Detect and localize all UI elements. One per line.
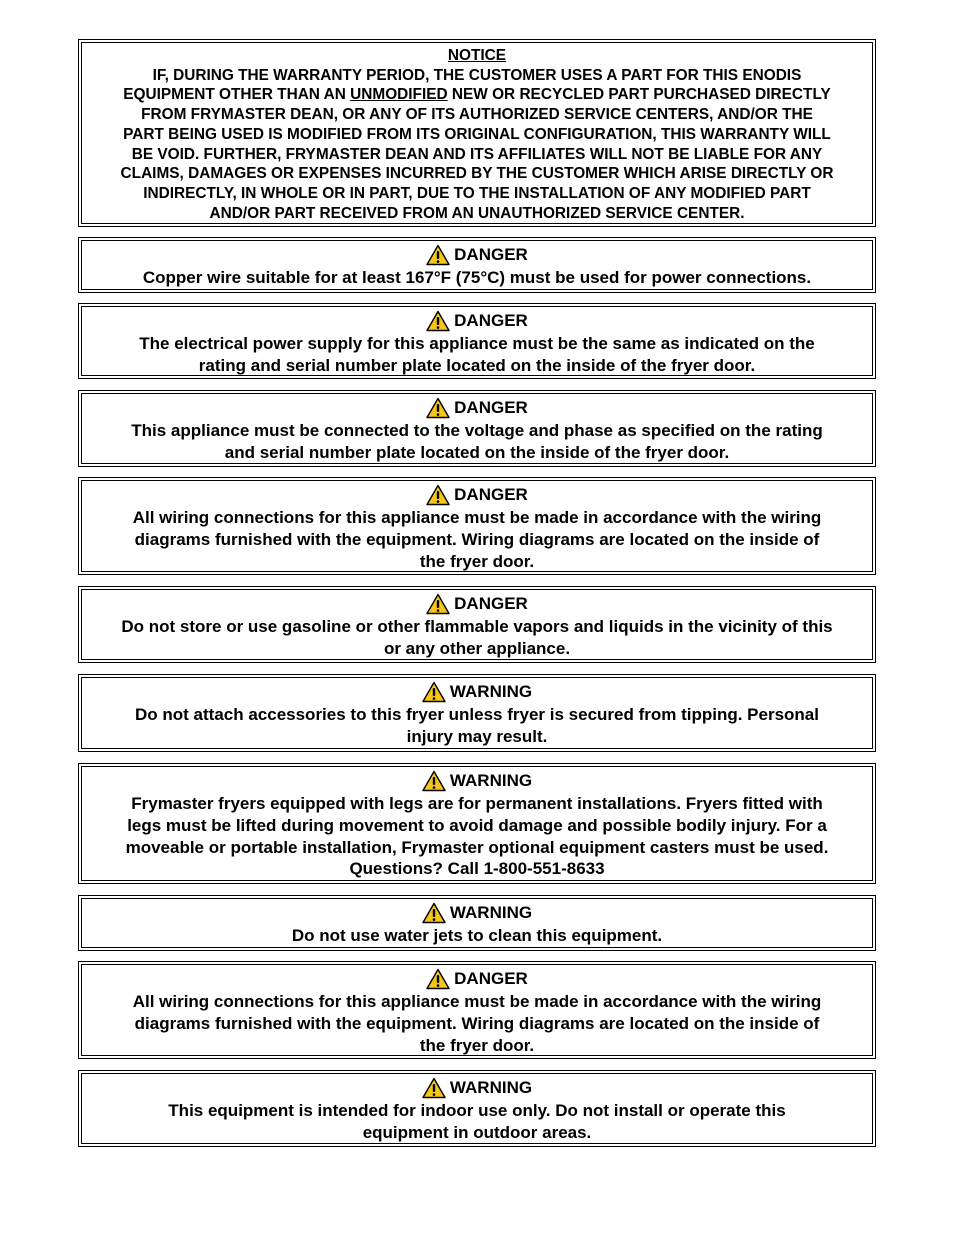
hazard-label: DANGER [454, 969, 528, 989]
notice-line: FROM FRYMASTER DEAN, OR ANY OF ITS AUTHORIZED SERVICE CENTERS, AND/OR THE [141, 106, 813, 124]
warning-triangle-icon [422, 681, 446, 703]
hazard-label: WARNING [449, 1078, 533, 1098]
hazard-box-flammable [78, 586, 876, 663]
notice-line: CLAIMS, DAMAGES OR EXPENSES INCURRED BY THE CUSTOMER WHICH ARISE DIRECTLY OR [120, 165, 834, 183]
hazard-text: legs must be lifted during movement to avoid damage and possible bodily injury. For a [127, 815, 827, 835]
warning-triangle-icon [422, 902, 446, 924]
notice-unmodified-text: UNMODIFIED [350, 86, 448, 104]
notice-line: BE VOID. FURTHER, FRYMASTER DEAN AND ITS AFFILIATES WILL NOT BE LIABLE FOR ANY [131, 145, 823, 163]
hazard-text: Questions? Call 1-800-551-8633 [349, 859, 605, 879]
hazard-box-wiring-1 [78, 477, 876, 575]
hazard-label: WARNING [449, 903, 533, 923]
hazard-box-water-jets [78, 895, 876, 951]
notice-line: IF, DURING THE WARRANTY PERIOD, THE CUSTOMER USES A PART FOR THIS ENODIS [152, 66, 802, 84]
notice-title: NOTICE [447, 47, 507, 64]
hazard-text: and serial number plate located on the inside of the fryer door. [224, 442, 730, 462]
hazard-text: moveable or portable installation, Frymaster optional equipment casters must be used. [125, 837, 829, 857]
notice-line: AND/OR PART RECEIVED FROM AN UNAUTHORIZED SERVICE CENTER. [209, 204, 745, 222]
warning-triangle-icon [426, 593, 450, 615]
hazard-text: diagrams furnished with the equipment. Wiring diagrams are located on the inside of [134, 529, 820, 549]
hazard-text: Frymaster fryers equipped with legs are for permanent installations. Fryers fitted with [131, 794, 823, 813]
warning-triangle-icon [422, 770, 446, 792]
hazard-text: equipment in outdoor areas. [362, 1122, 592, 1142]
hazard-text: Copper wire suitable for at least 167°F (75°C) must be used for power connections. [142, 268, 812, 287]
warning-triangle-icon [426, 484, 450, 506]
warranty-notice-box [78, 39, 876, 227]
hazard-text: This equipment is intended for indoor use only. Do not install or operate this [168, 1101, 786, 1120]
hazard-box-voltage-phase [78, 390, 876, 467]
hazard-label: DANGER [454, 311, 528, 331]
hazard-box-indoor-use [78, 1070, 876, 1147]
warning-triangle-icon [426, 968, 450, 990]
hazard-text: diagrams furnished with the equipment. Wiring diagrams are located on the inside of [134, 1013, 820, 1033]
notice-line: EQUIPMENT OTHER THAN AN UNMODIFIED NEW OR RECYCLED PART PURCHASED DIRECTLY [123, 86, 831, 104]
hazard-box-legs-casters [78, 763, 876, 884]
hazard-label: WARNING [449, 771, 533, 791]
hazard-text: The electrical power supply for this appliance must be the same as indicated on the [139, 334, 815, 353]
notice-line: PART BEING USED IS MODIFIED FROM ITS ORIGINAL CONFIGURATION, THIS WARRANTY WILL [123, 125, 831, 143]
hazard-text: the fryer door. [419, 551, 535, 571]
notice-line: INDIRECTLY, IN WHOLE OR IN PART, DUE TO THE INSTALLATION OF ANY MODIFIED PART [143, 184, 811, 202]
hazard-label: DANGER [454, 485, 528, 505]
warning-triangle-icon [426, 244, 450, 266]
hazard-text: or any other appliance. [383, 638, 571, 658]
hazard-label: DANGER [454, 594, 528, 614]
warning-triangle-icon [422, 1077, 446, 1099]
warning-triangle-icon [426, 310, 450, 332]
hazard-box-copper-wire [78, 237, 876, 293]
hazard-box-wiring-2 [78, 961, 876, 1059]
hazard-box-power-supply [78, 303, 876, 379]
hazard-label: DANGER [454, 245, 528, 265]
hazard-text: This appliance must be connected to the voltage and phase as specified on the rating [131, 421, 823, 440]
hazard-text: Do not store or use gasoline or other flammable vapors and liquids in the vicinity of this [121, 617, 833, 636]
hazard-label: DANGER [454, 398, 528, 418]
hazard-text: Do not attach accessories to this fryer unless fryer is secured from tipping. Personal [135, 705, 819, 724]
hazard-text: the fryer door. [419, 1035, 535, 1055]
hazard-text: Do not use water jets to clean this equipment. [291, 926, 663, 945]
hazard-box-accessories [78, 674, 876, 752]
warning-triangle-icon [426, 397, 450, 419]
hazard-text: rating and serial number plate located on the inside of the fryer door. [198, 355, 756, 375]
hazard-text: All wiring connections for this appliance must be made in accordance with the wiring [132, 508, 822, 527]
hazard-text: injury may result. [406, 726, 548, 746]
hazard-text: All wiring connections for this appliance must be made in accordance with the wiring [132, 992, 822, 1011]
hazard-label: WARNING [449, 682, 533, 702]
